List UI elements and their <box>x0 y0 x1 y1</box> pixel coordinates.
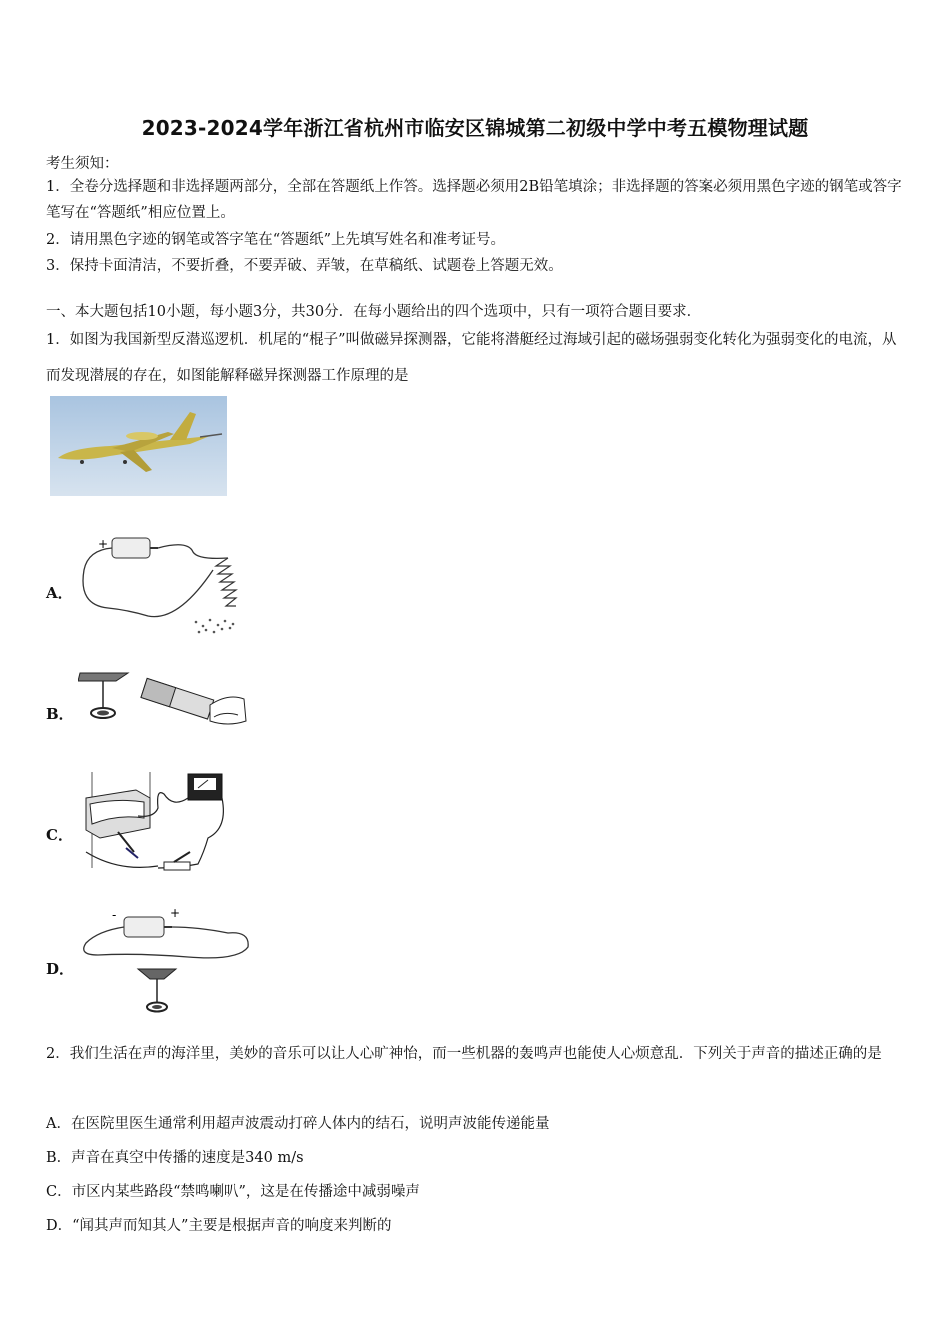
option-a-figure <box>78 530 243 640</box>
notice-item-3: 3．保持卡面清洁，不要折叠，不要弄破、弄皱，在草稿纸、试题卷上答题无效。 <box>46 258 563 274</box>
battery-plus-sign: + <box>170 906 181 920</box>
option-c-label: C． <box>46 826 73 844</box>
battery-minus-sign: - <box>112 908 117 922</box>
patrol-aircraft-photo <box>50 396 227 496</box>
q2-option-d: D．“闻其声而知其人”主要是根据声音的响度来判断的 <box>46 1218 392 1234</box>
question-2-stem: 2．我们生活在声的海洋里，美妙的音乐可以让人心旷神怡，而一些机器的轰鸣声也能使人心烦意乱．下列关于声音的描述正确的是 <box>46 1046 882 1062</box>
q2-option-b: B．声音在真空中传播的速度是340 m/s <box>46 1150 304 1166</box>
question-1-stem: 1．如图为我国新型反潜巡逻机．机尾的“棍子”叫做磁异探测器，它能将潜艇经过海域引起的磁场强弱变化转化为强弱变化的电流，从而发现潜展的存在，如图能解释磁异探测器工作原理的是 <box>46 332 897 384</box>
section-heading: 一、本大题包括10小题，每小题3分，共30分．在每小题给出的四个选项中，只有一项符合题目要求． <box>46 304 702 320</box>
notice-heading: 考生须知： <box>46 156 119 172</box>
option-d-figure <box>78 903 253 1018</box>
option-d-label: D． <box>46 960 75 978</box>
option-c-figure <box>78 768 248 876</box>
notice-item-1: 1．全卷分选择题和非选择题两部分，全部在答题纸上作答。选择题必须用2B铅笔填涂；非选择题的答案必须用黑色字迹的钢笔或答字笔写在“答题纸”相应位置上。 <box>46 179 902 221</box>
q2-option-a: A．在医院里医生通常利用超声波震动打碎人体内的结石，说明声波能传递能量 <box>46 1116 550 1132</box>
notice-item-2: 2．请用黑色字迹的钢笔或答字笔在“答题纸”上先填写姓名和准考证号。 <box>46 232 506 248</box>
page-title: 2023-2024学年浙江省杭州市临安区锦城第二初级中学中考五模物理试题 <box>141 116 809 140</box>
q2-option-c: C．市区内某些路段“禁鸣喇叭”，这是在传播途中减弱噪声 <box>46 1184 420 1200</box>
option-b-label: B． <box>46 705 74 723</box>
option-a-label: A． <box>46 584 73 602</box>
option-b-figure <box>78 665 250 740</box>
battery-plus-sign: + <box>98 537 109 551</box>
